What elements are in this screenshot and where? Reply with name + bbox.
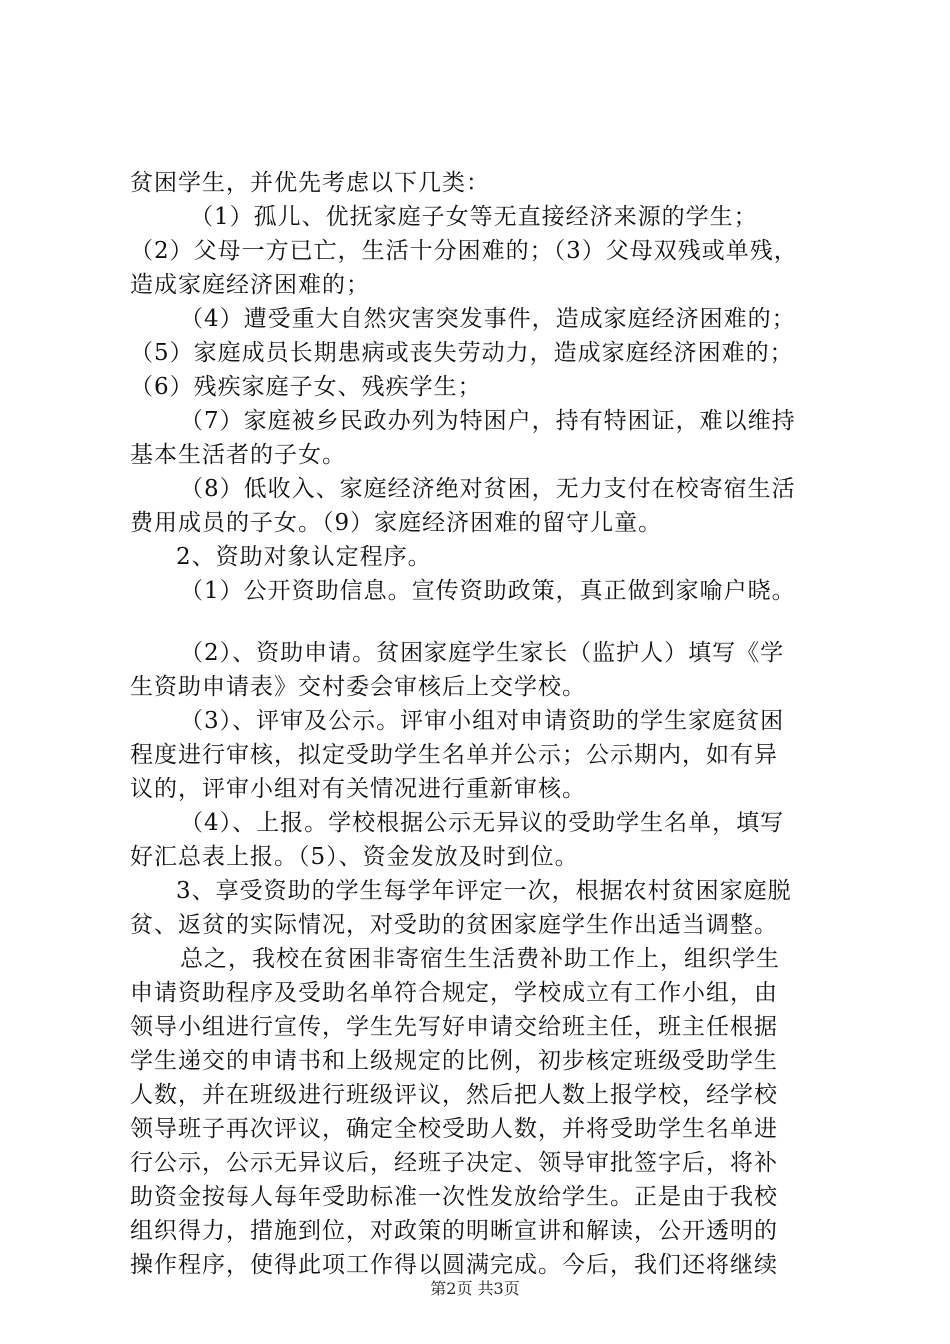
text-line: （1）公开资助信息。宣传资助政策，真正做到家喻户晓。 <box>180 578 796 604</box>
text-line: （6）残疾家庭子女、残疾学生； <box>130 374 482 400</box>
text-line: 生资助申请表》交村委会审核后上交学校。 <box>130 674 586 700</box>
text-line: （8）低收入、家庭经济绝对贫困，无力支付在校寄宿生活 <box>180 476 796 502</box>
text-line: 行公示，公示无异议后，经班子决定、领导审批签字后，将补 <box>130 1150 778 1176</box>
text-line: （1）孤儿、优抚家庭子女等无直接经济来源的学生； <box>190 204 758 230</box>
text-line: （4）、上报。学校根据公示无异议的受助学生名单，填写 <box>180 810 785 836</box>
text-line: 申请资助程序及受助名单符合规定，学校成立有工作小组，由 <box>130 980 778 1006</box>
text-line: 贫困学生，并优先考虑以下几类： <box>130 170 490 196</box>
text-line: 组织得力，措施到位，对政策的明晰宣讲和解读，公开透明的 <box>130 1218 778 1244</box>
text-line: 领导班子再次评议，确定全校受助人数，并将受助学生名单进 <box>130 1116 778 1142</box>
text-line: 3、享受资助的学生每学年评定一次，根据农村贫困家庭脱 <box>176 878 792 904</box>
text-line: （2）父母一方已亡，生活十分困难的；（3）父母双残或单残， <box>130 238 798 264</box>
text-line: （5）家庭成员长期患病或丧失劳动力，造成家庭经济困难的； <box>130 340 794 366</box>
text-line: 人数，并在班级进行班级评议，然后把人数上报学校，经学校 <box>130 1082 778 1108</box>
text-line: （3）、评审及公示。评审小组对申请资助的学生家庭贫困 <box>180 708 785 734</box>
text-line: 程度进行审核，拟定受助学生名单并公示；公示期内，如有异 <box>130 742 778 768</box>
page-footer: 第2页 共3页 <box>430 1279 520 1298</box>
text-line: （2）、资助申请。贫困家庭学生家长（监护人）填写《学 <box>180 640 785 666</box>
text-line: 议的，评审小组对有关情况进行重新审核。 <box>130 776 586 802</box>
text-line: 造成家庭经济困难的； <box>130 272 370 298</box>
text-line: 费用成员的子女。（9）家庭经济困难的留守儿童。 <box>130 510 663 536</box>
text-line: 助资金按每人每年受助标准一次性发放给学生。正是由于我校 <box>130 1184 778 1210</box>
text-line: 领导小组进行宣传，学生先写好申请交给班主任，班主任根据 <box>130 1014 778 1040</box>
text-line: 好汇总表上报。（5）、资金发放及时到位。 <box>130 844 579 870</box>
text-line: 操作程序，使得此项工作得以圆满完成。今后，我们还将继续 <box>130 1252 778 1278</box>
text-line: （4）遭受重大自然灾害突发事件，造成家庭经济困难的； <box>180 306 796 332</box>
text-line: （7）家庭被乡民政办列为特困户，持有特困证，难以维持 <box>180 408 796 434</box>
text-line: 基本生活者的子女。 <box>130 442 346 468</box>
text-line: 学生递交的申请书和上级规定的比例，初步核定班级受助学生 <box>130 1048 778 1074</box>
text-line: 总之，我校在贫困非寄宿生生活费补助工作上，组织学生 <box>180 946 780 972</box>
text-line: 2、资助对象认定程序。 <box>176 544 432 570</box>
text-line: 贫、返贫的实际情况，对受助的贫困家庭学生作出适当调整。 <box>130 912 778 938</box>
